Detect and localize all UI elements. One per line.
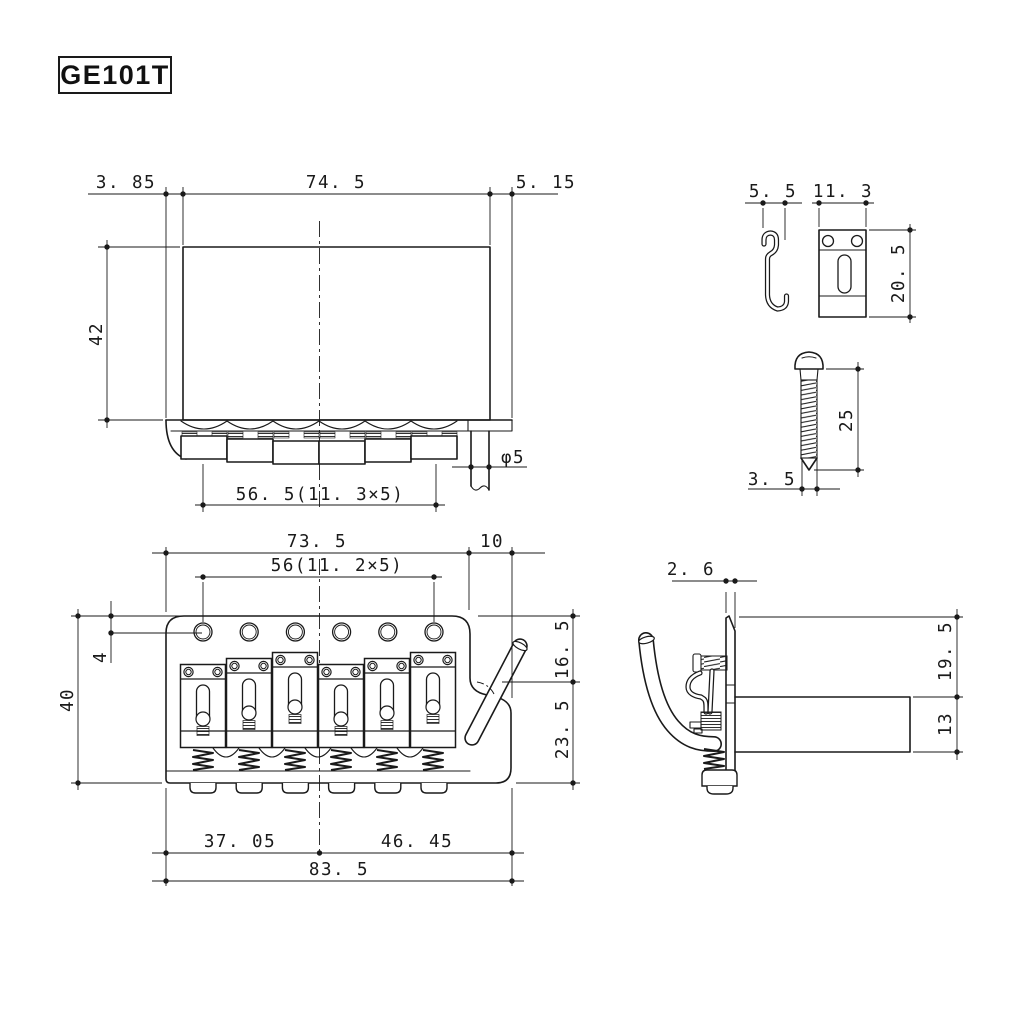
saddle-blocks-rear: [181, 436, 457, 464]
saddle-front-detail: [819, 230, 866, 317]
tremolo-arm-socket: [471, 431, 489, 490]
top-view: [87, 173, 576, 512]
dim-side-upper: 19. 5: [936, 620, 956, 682]
screw-threads: [801, 380, 817, 458]
dim-arm-offset: 10: [479, 532, 505, 552]
tab-bump-side: [707, 786, 733, 794]
sustain-block: [735, 697, 910, 752]
dim-left-to-center: 37. 05: [203, 832, 277, 852]
dim-front-height: 40: [58, 687, 78, 713]
dim-hole-inset: 4: [91, 650, 111, 664]
dim-hole-spacing: 56(11. 2×5): [270, 556, 404, 576]
dim-plate-thickness: 2. 6: [666, 560, 716, 580]
bridge-plate-top: [183, 247, 490, 420]
dim-screw-diameter: 3. 5: [747, 470, 797, 490]
dim-lower-height: 23. 5: [553, 698, 573, 760]
saddle-spring-side: [701, 712, 721, 730]
saddles-front: [181, 653, 456, 748]
mounting-screw-detail: [748, 352, 864, 496]
tab-side: [702, 770, 737, 786]
dim-plate-width: 74. 5: [305, 173, 367, 193]
saddle-side-assembly: [688, 654, 737, 794]
screw-slot: [802, 357, 816, 358]
dim-arm-diameter: φ5: [500, 448, 526, 468]
dim-saddle-profile-width: 5. 5: [748, 182, 798, 202]
dim-front-width: 73. 5: [286, 532, 348, 552]
saddle-foot: [690, 722, 702, 733]
title-block: [59, 57, 171, 93]
saddle-detail: [745, 182, 916, 323]
dim-block-height: 13: [936, 711, 956, 737]
dim-total-width: 83. 5: [308, 860, 370, 880]
string-tabs: [190, 783, 447, 793]
screw-tip: [801, 458, 817, 470]
dim-screw-length: 25: [837, 407, 857, 433]
dim-plate-depth: 42: [87, 321, 107, 347]
dim-string-spacing: 56. 5(11. 3×5): [235, 485, 405, 505]
screw-head: [795, 352, 823, 369]
dim-saddle-height: 20. 5: [889, 242, 909, 304]
break-line: [471, 486, 489, 490]
side-view: [638, 560, 963, 794]
model-number: GE101T: [60, 60, 170, 90]
dim-saddle-width: 11. 3: [812, 182, 874, 202]
dim-center-to-right: 46. 45: [380, 832, 454, 852]
dim-upper-height: 16. 5: [553, 618, 573, 680]
intonation-screw: [701, 656, 727, 670]
saddle-scallops: [181, 421, 457, 429]
dim-offset-left: 3. 85: [95, 173, 157, 193]
plate-edge: [726, 616, 735, 776]
dim-offset-right: 5. 15: [515, 173, 577, 193]
front-view: [58, 532, 580, 886]
intonation-screw-head: [693, 654, 701, 672]
